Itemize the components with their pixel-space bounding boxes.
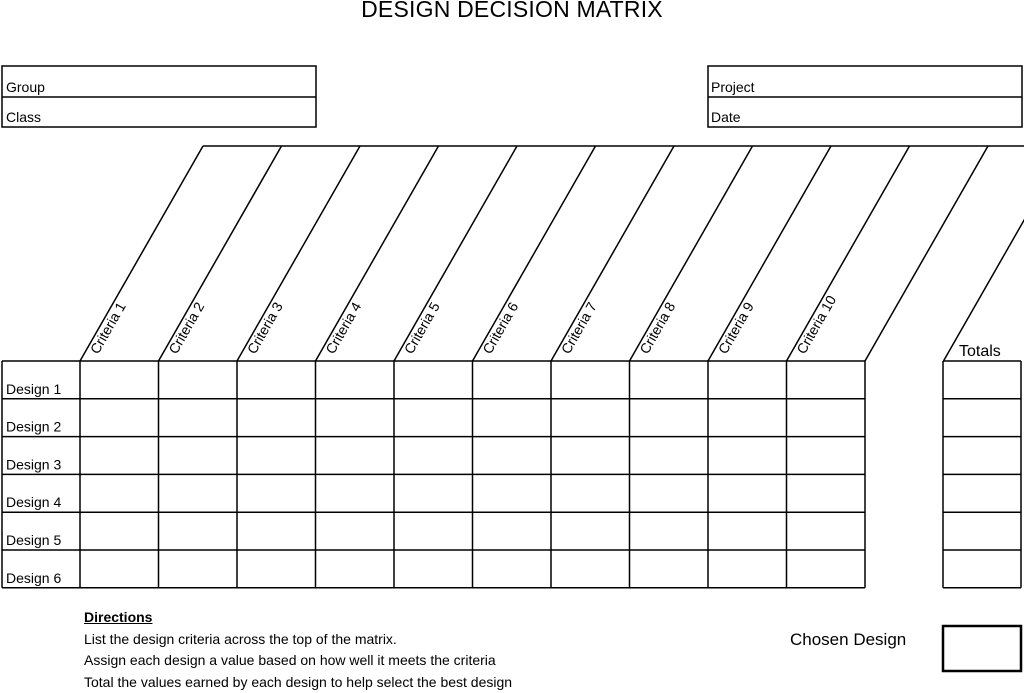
criteria-label: Criteria 4 — [322, 299, 364, 356]
design-row-label: Design 3 — [6, 456, 61, 472]
score-cell[interactable] — [631, 475, 708, 511]
score-cell[interactable] — [474, 475, 551, 511]
total-cell[interactable] — [944, 400, 1020, 436]
score-cell[interactable] — [238, 551, 315, 587]
score-cell[interactable] — [317, 551, 394, 587]
project-field-label: Project — [711, 79, 755, 95]
score-cell[interactable] — [238, 400, 315, 436]
score-cell[interactable] — [631, 362, 708, 398]
totals-label: Totals — [959, 343, 1001, 360]
criteria-label: Criteria 9 — [715, 299, 757, 356]
score-cell[interactable] — [81, 438, 158, 474]
total-cell[interactable] — [944, 362, 1020, 398]
criteria-header-lines — [80, 146, 1024, 361]
score-cell[interactable] — [709, 551, 786, 587]
score-cell[interactable] — [238, 475, 315, 511]
score-cell[interactable] — [81, 513, 158, 549]
design-row-label: Design 1 — [6, 381, 61, 397]
group-field-label: Group — [6, 79, 45, 95]
score-cell[interactable] — [81, 400, 158, 436]
design-labels — [6, 381, 61, 586]
score-cell[interactable] — [395, 513, 472, 549]
directions-block — [84, 607, 512, 693]
score-cell[interactable] — [552, 551, 629, 587]
score-cell[interactable] — [631, 551, 708, 587]
criteria-label: Criteria 1 — [87, 299, 129, 356]
score-cell[interactable] — [788, 475, 865, 511]
score-cell[interactable] — [160, 475, 237, 511]
chosen-design-box[interactable] — [943, 626, 1021, 671]
criteria-label: Criteria 7 — [558, 299, 600, 356]
score-cell[interactable] — [317, 438, 394, 474]
score-cell[interactable] — [709, 513, 786, 549]
score-cell[interactable] — [709, 362, 786, 398]
design-row-label: Design 6 — [6, 570, 61, 586]
chosen-design-label: Chosen Design — [790, 630, 906, 650]
score-cell[interactable] — [552, 475, 629, 511]
score-cell[interactable] — [238, 362, 315, 398]
directions-heading: Directions — [84, 607, 512, 629]
total-cell[interactable] — [944, 438, 1020, 474]
score-cell[interactable] — [395, 475, 472, 511]
directions-line-3: Total the values earned by each design to help select the best design — [84, 672, 512, 693]
score-cell[interactable] — [395, 362, 472, 398]
score-cell[interactable] — [788, 513, 865, 549]
score-cell[interactable] — [395, 438, 472, 474]
score-cell[interactable] — [709, 475, 786, 511]
score-cell[interactable] — [474, 438, 551, 474]
score-cell[interactable] — [160, 513, 237, 549]
criteria-label: Criteria 6 — [479, 299, 521, 356]
score-cell[interactable] — [81, 551, 158, 587]
score-cell[interactable] — [788, 438, 865, 474]
directions-line-2: Assign each design a value based on how well it meets the criteria — [84, 650, 512, 672]
score-cell[interactable] — [160, 438, 237, 474]
criteria-label: Criteria 8 — [636, 299, 678, 356]
score-cell[interactable] — [317, 400, 394, 436]
design-row-label: Design 4 — [6, 494, 61, 510]
total-cell[interactable] — [944, 475, 1020, 511]
header-fields-left — [2, 66, 316, 127]
criteria-label: Criteria 10 — [793, 292, 839, 356]
criteria-label: Criteria 5 — [401, 299, 443, 356]
page-title: DESIGN DECISION MATRIX — [0, 0, 1024, 23]
score-cell[interactable] — [160, 362, 237, 398]
score-cell[interactable] — [631, 400, 708, 436]
score-cell[interactable] — [160, 551, 237, 587]
header-fields-right — [708, 66, 1022, 127]
criteria-labels — [87, 292, 840, 356]
score-cell[interactable] — [788, 551, 865, 587]
score-cell[interactable] — [788, 362, 865, 398]
criteria-label: Criteria 2 — [165, 299, 207, 356]
score-cell[interactable] — [474, 513, 551, 549]
score-cell[interactable] — [238, 513, 315, 549]
score-cell[interactable] — [552, 362, 629, 398]
matrix-grid — [2, 361, 1021, 588]
score-cell[interactable] — [552, 400, 629, 436]
directions-line-1: List the design criteria across the top of the matrix. — [84, 629, 512, 651]
score-cell[interactable] — [552, 513, 629, 549]
design-row-label: Design 5 — [6, 532, 61, 548]
score-cell[interactable] — [395, 400, 472, 436]
score-cell[interactable] — [631, 513, 708, 549]
date-field-label: Date — [711, 109, 741, 125]
criteria-label: Criteria 3 — [244, 299, 286, 356]
total-cell[interactable] — [944, 551, 1020, 587]
score-cell[interactable] — [788, 400, 865, 436]
score-cell[interactable] — [395, 551, 472, 587]
score-cell[interactable] — [317, 362, 394, 398]
score-cell[interactable] — [81, 362, 158, 398]
score-cell[interactable] — [474, 551, 551, 587]
score-cell[interactable] — [317, 475, 394, 511]
score-cell[interactable] — [709, 438, 786, 474]
score-cell[interactable] — [238, 438, 315, 474]
score-cell[interactable] — [474, 400, 551, 436]
design-row-label: Design 2 — [6, 419, 61, 435]
score-cell[interactable] — [81, 475, 158, 511]
score-cell[interactable] — [631, 438, 708, 474]
total-cell[interactable] — [944, 513, 1020, 549]
class-field-label: Class — [6, 109, 41, 125]
score-cell[interactable] — [552, 438, 629, 474]
score-cell[interactable] — [474, 362, 551, 398]
score-cell[interactable] — [160, 400, 237, 436]
criteria-divider-line — [865, 146, 988, 361]
score-cell[interactable] — [709, 400, 786, 436]
score-cell[interactable] — [317, 513, 394, 549]
criteria-divider-line — [944, 146, 1024, 361]
